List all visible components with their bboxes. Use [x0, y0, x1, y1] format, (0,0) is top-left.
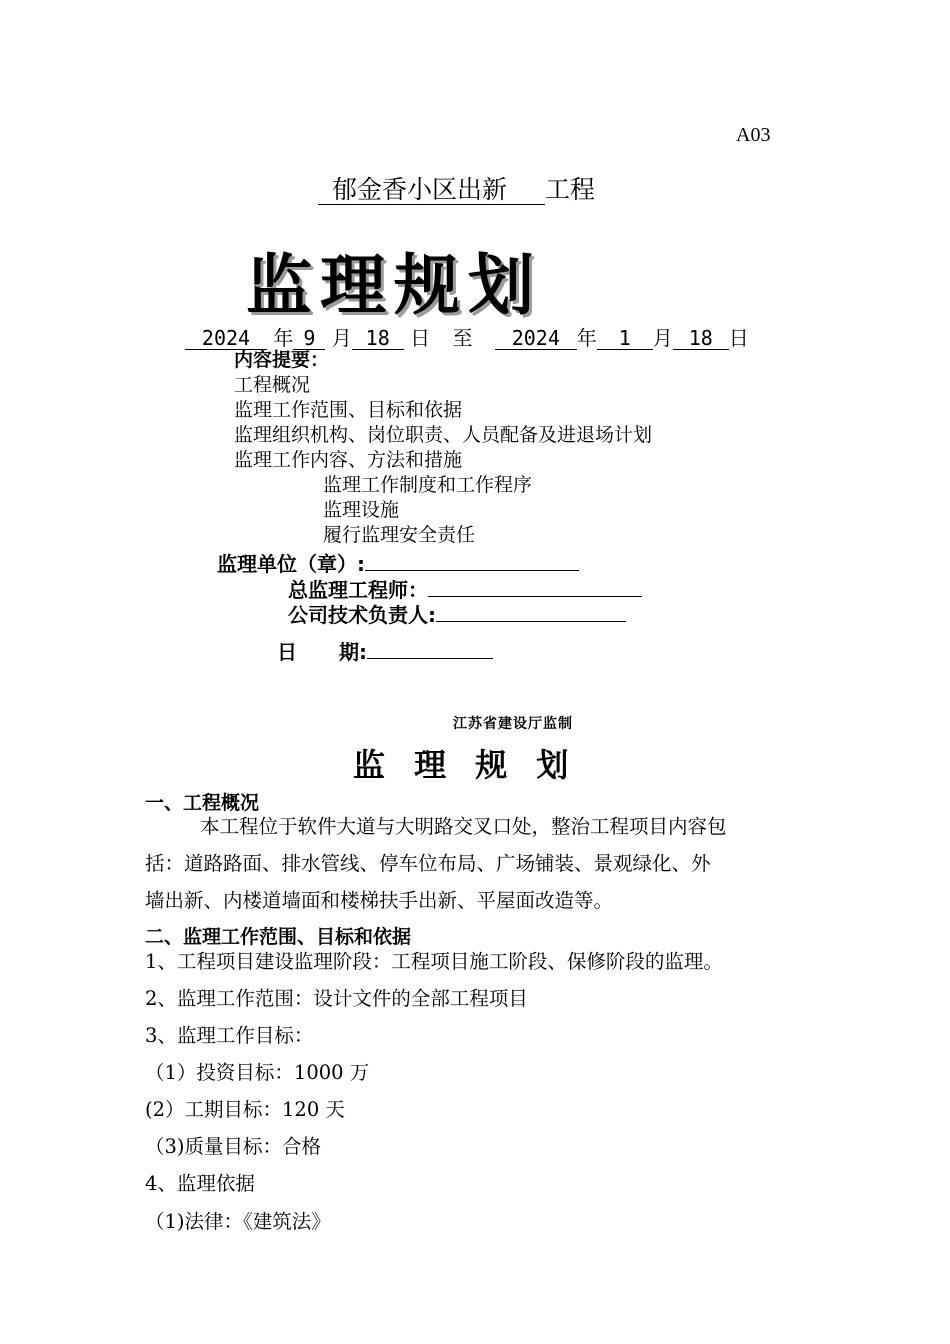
end-year: 2024: [495, 327, 577, 350]
signature-tech-lead: [288, 599, 626, 628]
year-char: 年: [273, 326, 294, 350]
day-char-2: 日: [728, 326, 749, 350]
signature-unit: [217, 548, 579, 577]
end-month: 1: [597, 327, 653, 350]
section-2-heading: 二、监理工作范围、目标和依据: [145, 926, 412, 948]
paragraph-line: 本工程位于软件大道与大明路交叉口处，整治工程项目内容包: [200, 815, 727, 838]
paragraph-line: 括：道路路面、排水管线、停车位布局、广场铺装、景观绿化、外: [145, 852, 711, 875]
toc-item: 履行监理安全责任: [323, 524, 476, 546]
toc-item: 监理工作制度和工作程序: [323, 474, 533, 496]
document-code: A03: [736, 124, 771, 146]
signature-date: [277, 636, 493, 665]
date-blank: [367, 640, 493, 659]
date-label-1: 日: [277, 640, 297, 664]
body-title: 监 理 规 划: [353, 746, 578, 784]
section-1-heading: 一、工程概况: [145, 792, 260, 814]
start-day: 18: [352, 327, 404, 350]
to-char: 至: [452, 326, 473, 350]
paragraph-line: 2、监理工作范围：设计文件的全部工程项目: [145, 987, 528, 1010]
toc-item: 监理工作范围、目标和依据: [234, 399, 463, 421]
day-char: 日: [410, 326, 431, 350]
signature-unit-label: 监理单位（章）:: [217, 552, 365, 576]
date-label-2: 期:: [339, 640, 367, 664]
project-name: 郁金香小区出新: [318, 176, 545, 205]
paragraph-line: 4、监理依据: [145, 1172, 255, 1195]
paragraph-line: （1)法律：《建筑法》: [145, 1210, 331, 1233]
toc-item: 监理组织机构、岗位职责、人员配备及进退场计划: [234, 424, 653, 446]
paragraph-line: （3)质量目标：合格: [145, 1135, 322, 1158]
toc-item: 工程概况: [234, 374, 311, 396]
project-suffix: 工程: [545, 175, 596, 204]
paragraph-line: （1）投资目标：1000 万: [145, 1061, 370, 1084]
month-char: 月: [331, 326, 352, 350]
toc-item: 监理工作内容、方法和措施: [234, 449, 463, 471]
month-char-2: 月: [652, 326, 673, 350]
end-day: 18: [673, 327, 729, 350]
paragraph-line: (2）工期目标：120 天: [145, 1098, 345, 1121]
paragraph-line: 1、工程项目建设监理阶段：工程项目施工阶段、保修阶段的监理。: [145, 950, 723, 973]
tech-lead-label: 公司技术负责人:: [288, 603, 436, 627]
year-char-2: 年: [576, 326, 597, 350]
toc-item: 监理设施: [323, 499, 400, 521]
project-title-line: [318, 170, 595, 206]
toc-heading: 内容提要：: [234, 349, 330, 371]
paragraph-line: 3、监理工作目标：: [145, 1024, 314, 1047]
signature-unit-blank: [365, 552, 579, 571]
start-month: 9: [293, 327, 325, 350]
issuer-note: 江苏省建设厅监制: [453, 716, 573, 732]
start-year: 2024: [185, 327, 267, 350]
tech-lead-blank: [436, 603, 626, 622]
chief-engineer-label: 总监理工程师：: [288, 578, 428, 602]
chief-engineer-blank: [428, 578, 642, 597]
date-range: [185, 322, 749, 351]
main-title: 监理规划: [246, 247, 542, 324]
paragraph-line: 墙出新、内楼道墙面和楼梯扶手出新、平屋面改造等。: [145, 889, 614, 912]
